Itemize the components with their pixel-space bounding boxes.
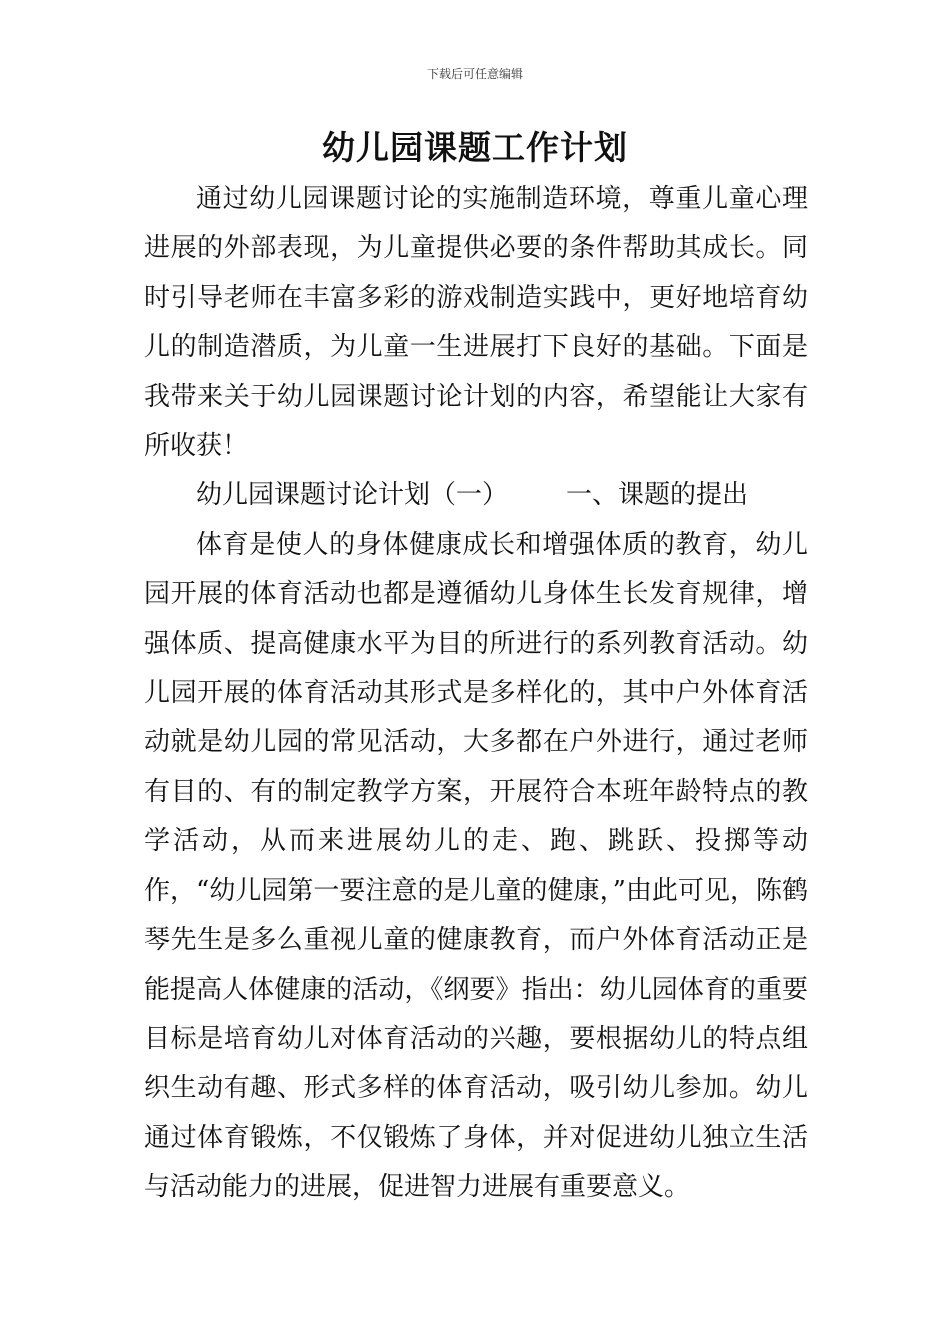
body-paragraph: 体育是使人的身体健康成长和增强体质的教育，幼儿园开展的体育活动也都是遵循幼儿身体生长发育规律，增强体质、提高健康水平为目的所进行的系列教育活动。幼儿园开展的体育活动其形式是多样化的，其中户外体育活动就是幼儿园的常见活动，大多都在户外进行，通过老师有目的、有的制定教学方案，开展符合本班年龄特点的教学活动，从而来进展幼儿的走、跑、跳跃、投掷等动作，“幼儿园第一要注意的是儿童的健康，”由此可见，陈鹤琴先生是多么重视儿童的健康教育，而户外体育活动正是能提高人体健康的活动，《纲要》指出：幼儿园体育的重要目标是培育幼儿对体育活动的兴趣，要根据幼儿的特点组织生动有趣、形式多样的体育活动，吸引幼儿参加。幼儿通过体育锻炼，不仅锻炼了身体，并对促进幼儿独立生活与活动能力的进展，促进智力进展有重要意义。 <box>144 529 808 1203</box>
header-note: 下载后可任意编辑 <box>426 67 523 81</box>
document-title: 幼儿园课题工作计划 <box>322 128 628 167</box>
document-body <box>144 175 808 1213</box>
plan-title: 幼儿园课题讨论计划（一） <box>196 480 509 511</box>
intro-paragraph: 通过幼儿园课题讨论的实施制造环境，尊重儿童心理进展的外部表现，为儿童提供必要的条件帮助其成长。同时引导老师在丰富多彩的游戏制造实践中，更好地培育幼儿的制造潜质，为儿童一生进展打下良好的基础。下面是我带来关于幼儿园课题讨论计划的内容，希望能让大家有所收获！ <box>144 184 808 462</box>
plan-heading-line <box>144 471 808 520</box>
section-heading: 一、课题的提出 <box>566 480 749 511</box>
